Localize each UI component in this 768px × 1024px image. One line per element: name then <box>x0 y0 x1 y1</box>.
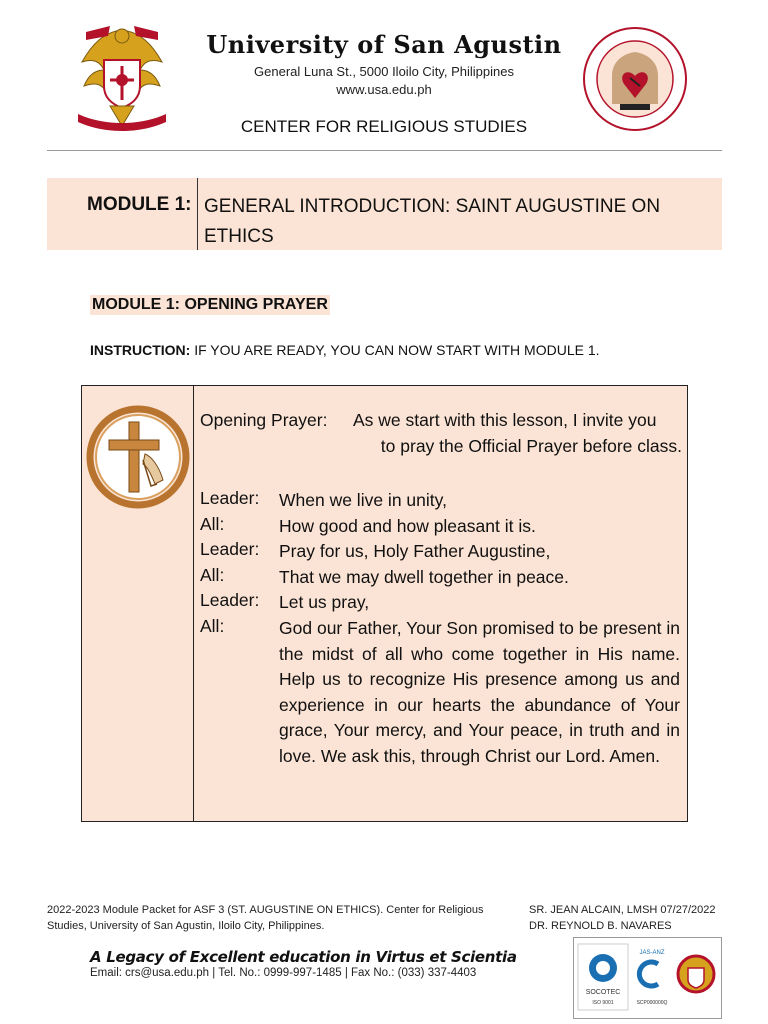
banner-divider <box>197 178 198 250</box>
header-divider <box>47 150 722 151</box>
response-speaker: Leader: <box>200 539 260 559</box>
response-text: God our Father, Your Son promised to be present in the midst of all who come together in His name. Help us to recognize His presence among us and experience in our hearts the abundance of Your grace, Your mercy, and Your peace, in truth and in love. We ask this, through Christ our Lord. Amen. <box>279 618 680 766</box>
module-number: MODULE 1: <box>87 194 192 215</box>
instruction-line <box>90 342 600 358</box>
footer-citation: 2022-2023 Module Packet for ASF 3 (ST. AUGUSTINE ON ETHICS). Center for Religious Studies, University of San Agustin, Iloilo City, Philippines. <box>47 904 484 932</box>
response-speaker: Leader: <box>200 488 260 508</box>
cert-iso-label: ISO 9001 <box>592 1000 614 1006</box>
footer-author-1: SR. JEAN ALCAIN, LMSH 07/27/2022 <box>529 904 716 916</box>
opening-prayer-label: Opening Prayer: <box>200 410 328 430</box>
response-text: When we live in unity, <box>279 490 447 510</box>
response-text: Let us pray, <box>279 592 370 612</box>
opening-prayer-intro-line2: to pray the Official Prayer before class. <box>380 436 682 456</box>
footer-legacy-tagline: A Legacy of Excellent education in Virtus et Scientia <box>90 948 517 966</box>
footer-contact: Email: crs@usa.edu.ph | Tel. No.: 0999-997-1485 | Fax No.: (033) 337-4403 <box>90 967 477 979</box>
certification-logos <box>573 937 722 1019</box>
response-speaker: All: <box>200 565 225 585</box>
opening-prayer-intro <box>200 410 682 488</box>
instruction-label: INSTRUCTION: <box>90 342 191 358</box>
instruction-text: IF YOU ARE READY, YOU CAN NOW START WITH MODULE 1. <box>190 342 600 358</box>
cert-socotec-label: SOCOTEC <box>585 989 621 996</box>
response-text: That we may dwell together in peace. <box>279 567 569 587</box>
footer-author-2: DR. REYNOLD B. NAVARES <box>529 920 672 932</box>
opening-prayer-intro-line1: As we start with this lesson, I invite you <box>353 410 657 430</box>
response-speaker: All: <box>200 616 225 636</box>
response-text: How good and how pleasant it is. <box>279 516 536 536</box>
center-name: CENTER FOR RELIGIOUS STUDIES <box>240 117 528 136</box>
response-text: Pray for us, Holy Father Augustine, <box>279 541 551 561</box>
document-header <box>0 0 768 152</box>
footer-authors <box>529 902 729 934</box>
module-banner <box>47 178 722 250</box>
module-title: GENERAL INTRODUCTION: SAINT AUGUSTINE ON ETHICS <box>204 196 661 247</box>
cert-code-label: SCP000000Q <box>636 1000 668 1006</box>
section-heading: MODULE 1: OPENING PRAYER <box>92 296 328 313</box>
prayer-text <box>200 410 682 766</box>
university-address: General Luna St., 5000 Iloilo City, Philippines <box>254 64 514 79</box>
praying-hands-cross-icon <box>85 404 191 510</box>
response-speaker: Leader: <box>200 590 260 610</box>
university-website[interactable]: www.usa.edu.ph <box>336 82 432 97</box>
prayer-box <box>81 385 688 822</box>
response-speaker: All: <box>200 514 225 534</box>
religious-studies-seal-logo <box>582 26 688 132</box>
prayer-box-divider <box>193 386 194 821</box>
cert-jasanz-label: JAS-ANZ <box>639 950 665 956</box>
university-name: University of San Agustin <box>206 30 562 59</box>
certification-badges-icon <box>574 938 721 1018</box>
